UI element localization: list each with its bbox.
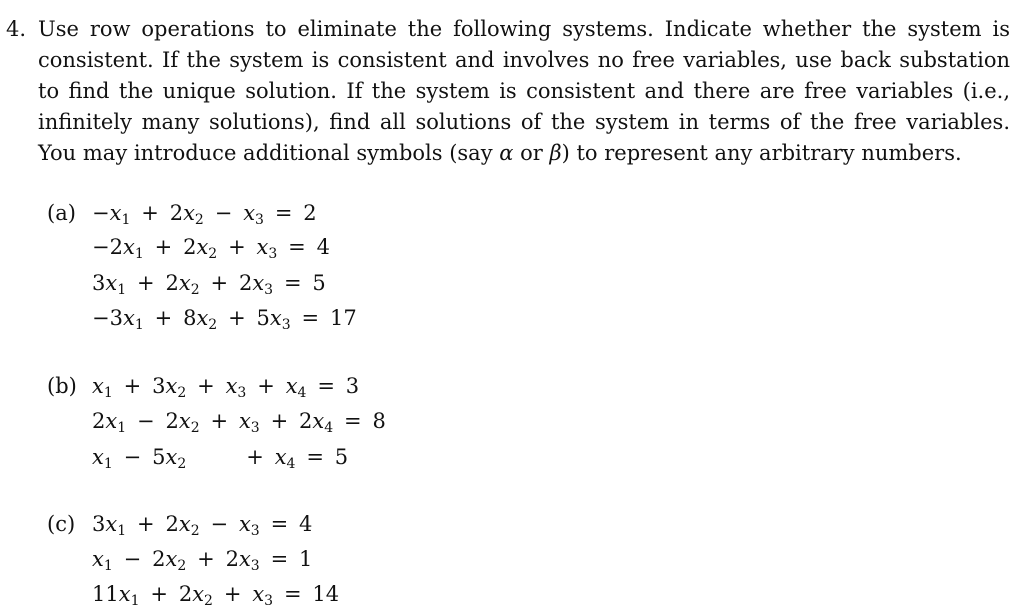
statement-line-5-post: ) to represent any arbitrary numbers. — [561, 141, 962, 165]
part-c-equation-2: $x_1 - 2x_2 + 2x_3 = 1$ — [92, 547, 313, 574]
statement-line-5-mid: or — [513, 141, 550, 165]
part-a-equation-1: $-x_1 + 2x_2 - x_3 = 2$ — [92, 201, 317, 228]
problem-number: 4. — [6, 17, 27, 41]
part-b-label: (b) — [47, 374, 77, 398]
problem-statement — [38, 14, 1010, 169]
alpha-symbol: α — [499, 141, 514, 165]
part-a-equation-4: $-3x_1 + 8x_2 + 5x_3 = 17$ — [92, 306, 357, 333]
statement-line-5-pre: You may introduce additional symbols (say — [38, 141, 500, 165]
part-b-equation-3: $x_1 - 5x_2 + x_4 = 5$ — [92, 445, 349, 472]
part-c-label: (c) — [47, 512, 76, 536]
part-c-equation-1: $3x_1 + 2x_2 - x_3 = 4$ — [92, 512, 313, 539]
part-a-label: (a) — [47, 201, 76, 225]
part-b-equation-1: $x_1 + 3x_2 + x_3 + x_4 = 3$ — [92, 374, 360, 401]
beta-symbol: β — [549, 141, 562, 165]
part-a-equation-2: $-2x_1 + 2x_2 + x_3 = 4$ — [92, 235, 331, 262]
statement-line-4: infinitely many solutions), find all solutions of the system in terms of the free variables. — [38, 110, 1010, 134]
part-a-equation-3: $3x_1 + 2x_2 + 2x_3 = 5$ — [92, 271, 326, 298]
statement-line-5 — [38, 138, 1010, 169]
part-c-equation-3: $11x_1 + 2x_2 + x_3 = 14$ — [92, 582, 340, 609]
statement-line-2: consistent. If the system is consistent and involves no free variables, use back substation — [38, 48, 1010, 72]
statement-line-1: Use row operations to eliminate the following systems. Indicate whether the system is — [38, 17, 1010, 41]
part-b-equation-2: $2x_1 - 2x_2 + x_3 + 2x_4 = 8$ — [92, 409, 386, 436]
statement-line-3: to find the unique solution. If the system is consistent and there are free variables (i.e., — [38, 79, 1010, 103]
